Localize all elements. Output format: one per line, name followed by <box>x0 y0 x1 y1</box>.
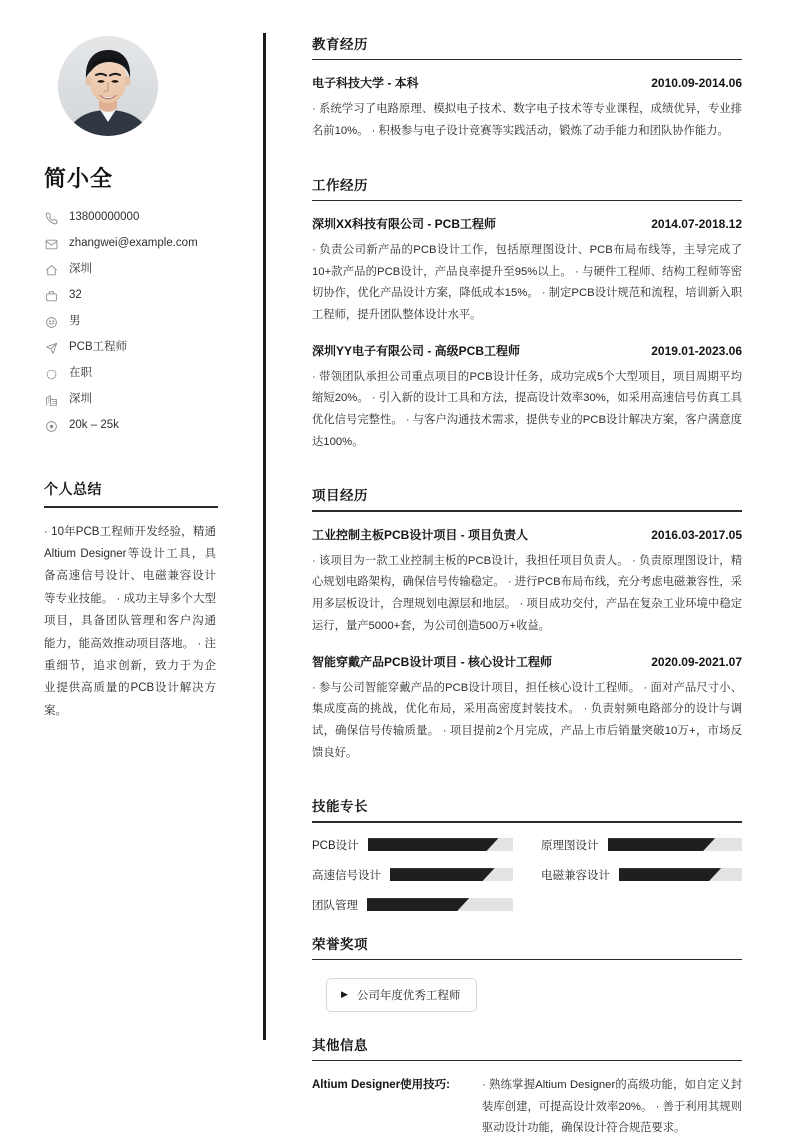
contact-value-phone: 13800000000 <box>69 211 140 224</box>
contact-item-city <box>44 393 238 407</box>
skill-label: 高速信号设计 <box>312 869 381 882</box>
skill-label: 电磁兼容设计 <box>541 869 610 882</box>
skill-item <box>541 867 742 883</box>
phone-icon <box>44 211 58 225</box>
entry-header <box>312 74 742 91</box>
skill-label: 原理图设计 <box>541 839 599 852</box>
entry-header <box>312 526 742 543</box>
project-entry <box>312 526 742 638</box>
entry-description: · 该项目为一款工业控制主板的PCB设计，我担任项目负责人。 · 负责原理图设计，精心规划电路架构，确保信号传输稳定。 · 进行PCB布局布线，充分考虑电磁兼容性，采用多层板设计，合理规划电源层和地层。 · 项目成功交付，产品在复杂工业环境中稳定运行，量产5000+套，为公司创造500万+收益。 <box>312 554 742 632</box>
column-divider <box>263 33 266 1040</box>
skill-bar-track <box>608 838 743 851</box>
contact-item-position <box>44 341 238 355</box>
section-awards <box>312 933 742 1018</box>
section-education <box>312 33 742 143</box>
section-projects <box>312 484 742 764</box>
salary-icon <box>44 419 58 433</box>
contact-value-position: PCB工程师 <box>69 341 128 354</box>
entry-header <box>312 215 742 232</box>
status-icon <box>44 367 58 381</box>
other-rule <box>312 1060 742 1061</box>
skill-item <box>541 837 742 853</box>
skill-bar-fill <box>368 838 499 851</box>
main-content <box>264 0 794 1135</box>
other-info-value: · 熟练掌握Altium Designer的高级功能，如自定义封装库创建，可提高设计效率20%。 · 善于利用其规则驱动设计功能，确保设计符合规范要求。 <box>482 1079 742 1135</box>
skill-item <box>312 837 513 853</box>
contact-value-age: 32 <box>69 289 82 302</box>
skill-bar-fill <box>619 868 721 881</box>
projects-rule <box>312 510 742 511</box>
entry-date: 2019.01-2023.06 <box>651 343 742 358</box>
summary-rule <box>44 506 218 508</box>
skill-bar-fill <box>390 868 495 881</box>
page-title: 简小全 <box>44 166 114 191</box>
contact-value-city: 深圳 <box>69 393 92 406</box>
skill-bar-track <box>619 868 742 881</box>
home-icon <box>44 263 58 277</box>
summary-body: · 10年PCB工程师开发经验，精通Altium Designer等设计工具，具备高速信号设计、电磁兼容设计等专业技能。 · 成功主导多个大型项目，具备团队管理和客户沟通能力，能高效推动项目落地。 · 注重细节，追求创新，致力于为企业提供高质量的PCB设计解决方案。 <box>44 525 216 717</box>
spacer <box>312 468 742 484</box>
awards-list <box>312 974 742 1018</box>
entry-date: 2020.09-2021.07 <box>651 654 742 669</box>
work-entry <box>312 215 742 327</box>
spacer <box>312 1018 742 1034</box>
summary-heading: 个人总结 <box>44 481 102 497</box>
contact-item-salary <box>44 419 238 433</box>
entry-description: · 系统学习了电路原理、模拟电子技术、数字电子技术等专业课程，成绩优异，专业排名前10%。 · 积极参与电子设计竞赛等实践活动，锻炼了动手能力和团队协作能力。 <box>312 103 742 137</box>
contact-value-email: zhangwei@example.com <box>69 237 198 250</box>
skill-item <box>312 897 513 913</box>
skills-grid <box>312 837 742 913</box>
contact-item-email <box>44 237 238 251</box>
entry-date: 2014.07-2018.12 <box>651 216 742 231</box>
entry-title: 电子科技大学 - 本科 <box>312 76 419 91</box>
entry-date: 2010.09-2014.06 <box>651 76 742 91</box>
contact-list <box>44 211 238 433</box>
skill-bar-track <box>390 868 513 881</box>
entry-title: 工业控制主板PCB设计项目 - 项目负责人 <box>312 527 529 542</box>
contact-value-gender: 男 <box>69 315 81 328</box>
avatar <box>58 36 158 136</box>
spacer <box>312 158 742 174</box>
gender-icon <box>44 315 58 329</box>
entry-description: · 负责公司新产品的PCB设计工作，包括原理图设计、PCB布局布线等，主导完成了10+款产品的PCB设计，产品良率提升至95%以上。 · 与硬件工程师、结构工程师等密切协作，优化产品设计方案，降低成本15%。 · 制定PCB设计规范和流程，培训新入职工程师，提升团队整体设计水平。 <box>312 243 742 322</box>
entry-title: 深圳YY电子有限公司 - 高级PCB工程师 <box>312 343 521 358</box>
entry-title: 智能穿戴产品PCB设计项目 - 核心设计工程师 <box>312 654 553 669</box>
entry-header <box>312 342 742 359</box>
send-icon <box>44 341 58 355</box>
skill-item <box>312 867 513 883</box>
contact-value-hometown: 深圳 <box>69 263 92 276</box>
education-entry <box>312 74 742 142</box>
project-entry <box>312 653 742 765</box>
entry-description: · 带领团队承担公司重点项目的PCB设计任务，成功完成5个大型项目，项目周期平均缩短20%。 · 引入新的设计工具和方法，提高设计效率30%，如采用高速信号仿真工具优化信号完整性。 · 与客户沟通技术需求，提供专业的PCB设计解决方案，客户满意度达100%。 <box>312 370 742 448</box>
contact-item-hometown <box>44 263 238 277</box>
skill-bar-track <box>368 838 513 851</box>
section-skills <box>312 795 742 912</box>
skill-label: 团队管理 <box>312 899 358 912</box>
sidebar <box>0 0 264 1078</box>
projects-heading: 项目经历 <box>312 488 368 504</box>
entry-date: 2016.03-2017.05 <box>651 527 742 542</box>
section-other-info <box>312 1034 742 1140</box>
other-info-row <box>312 1075 742 1139</box>
work-rule <box>312 200 742 201</box>
entry-header <box>312 653 742 670</box>
contact-item-gender <box>44 315 238 329</box>
work-entry <box>312 342 742 454</box>
skills-heading: 技能专长 <box>312 799 368 815</box>
other-info-label: Altium Designer使用技巧: <box>312 1079 451 1092</box>
contact-value-salary: 20k – 25k <box>69 419 119 432</box>
contact-value-status: 在职 <box>69 367 92 380</box>
award-label: 公司年度优秀工程师 <box>356 989 461 1002</box>
contact-item-age <box>44 289 238 303</box>
skill-label: PCB设计 <box>312 839 359 852</box>
section-summary <box>44 479 238 722</box>
skill-bar-fill <box>367 898 469 911</box>
other-heading: 其他信息 <box>312 1037 368 1053</box>
award-badge[interactable] <box>326 978 477 1012</box>
awards-heading: 荣誉奖项 <box>312 936 368 952</box>
education-heading: 教育经历 <box>312 37 368 52</box>
city-icon <box>44 393 58 407</box>
play-triangle-icon: ▶ <box>341 989 348 1000</box>
section-work <box>312 174 742 454</box>
skill-bar-fill <box>608 838 716 851</box>
mail-icon <box>44 237 58 251</box>
spacer <box>312 917 742 933</box>
skills-rule <box>312 821 742 822</box>
education-rule <box>312 59 742 60</box>
awards-rule <box>312 959 742 960</box>
contact-item-status <box>44 367 238 381</box>
contact-item-phone <box>44 211 238 225</box>
briefcase-icon <box>44 289 58 303</box>
spacer <box>312 779 742 795</box>
skill-bar-track <box>367 898 513 911</box>
entry-title: 深圳XX科技有限公司 - PCB工程师 <box>312 216 497 231</box>
entry-description: · 参与公司智能穿戴产品的PCB设计项目，担任核心设计工程师。 · 面对产品尺寸小、集成度高的挑战，优化布局，采用高密度封装技术。 · 负责射频电路部分的设计与调试，确保信号传输质量。 · 项目提前2个月完成，产品上市后销量突破10万+，市场反馈良好。 <box>312 681 742 759</box>
work-heading: 工作经历 <box>312 177 368 193</box>
